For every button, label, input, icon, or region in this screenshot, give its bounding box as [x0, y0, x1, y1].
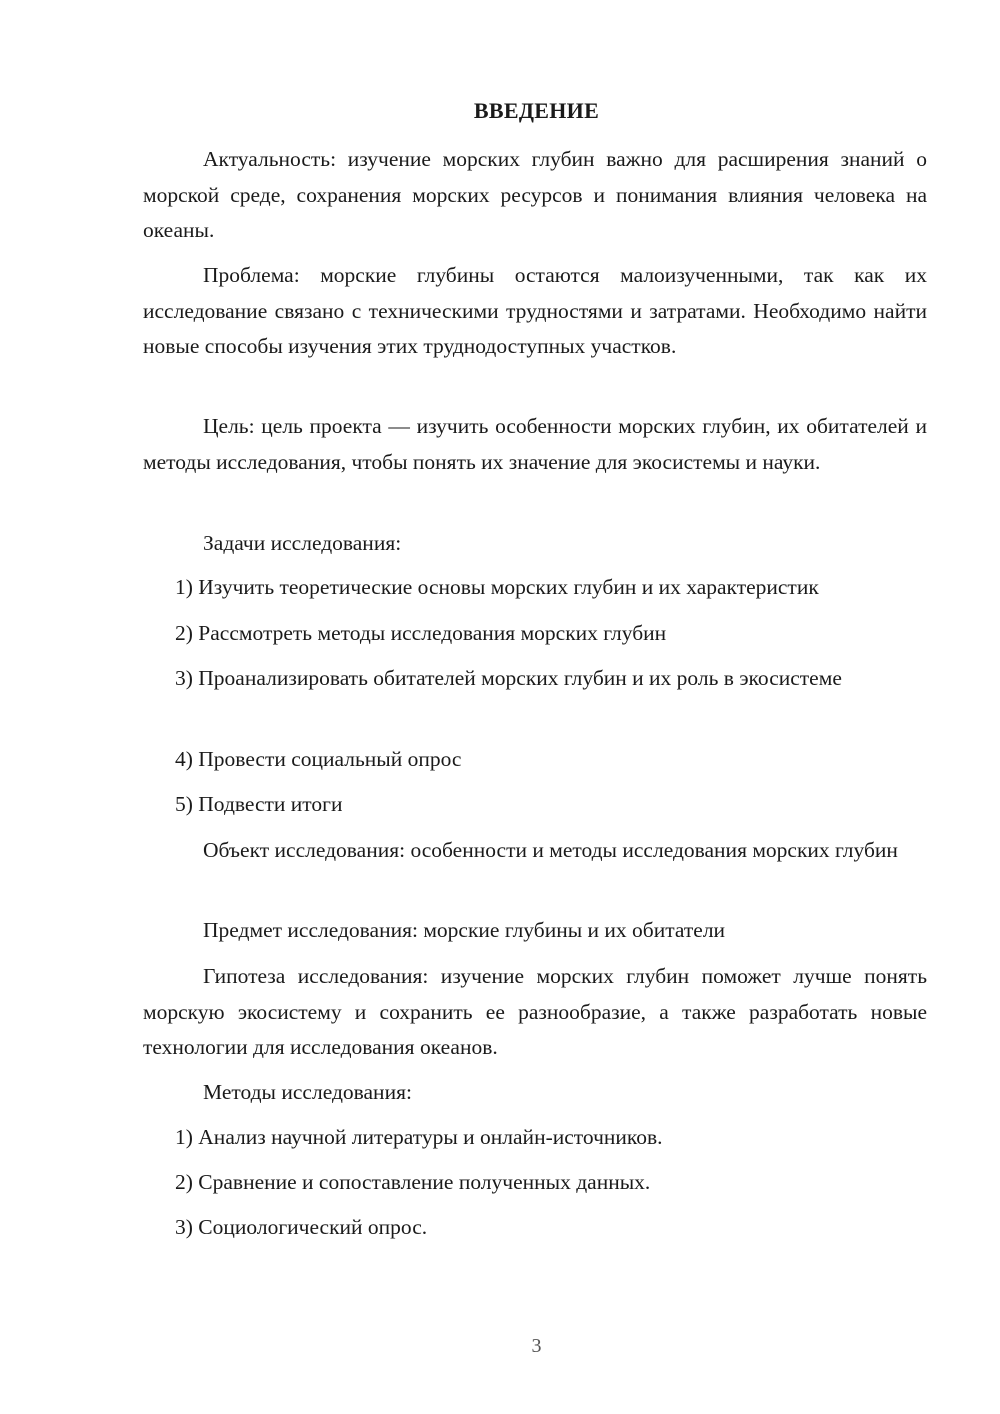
page-number: 3	[531, 1335, 542, 1357]
task-item-2: 2) Рассмотреть методы исследования морских глубин	[175, 621, 667, 645]
task-item-3: 3) Проанализировать обитателей морских глубин и их роль в экосистеме	[175, 666, 842, 690]
tasks-title: Задачи исследования:	[203, 531, 402, 555]
method-item-1: 1) Анализ научной литературы и онлайн-источников.	[175, 1125, 663, 1149]
method-item-3: 3) Социологический опрос.	[175, 1215, 428, 1239]
goal-paragraph: Цель: цель проекта — изучить особенности морских глубин, их обитателей и методы исследования, чтобы понять их значение для экосистемы и науки.	[143, 414, 927, 474]
method-item-2: 2) Сравнение и сопоставление полученных данных.	[175, 1170, 651, 1194]
object-paragraph: Объект исследования: особенности и методы исследования морских глубин	[203, 838, 898, 862]
task-item-4: 4) Провести социальный опрос	[175, 747, 462, 771]
subject-paragraph: Предмет исследования: морские глубины и их обитатели	[203, 918, 726, 942]
problem-paragraph: Проблема: морские глубины остаются малоизученными, так как их исследование связано с техническими трудностями и затратами. Необходимо найти новые способы изучения этих труднодоступных участков.	[143, 263, 927, 358]
task-item-5: 5) Подвести итоги	[175, 792, 343, 816]
task-item-1: 1) Изучить теоретические основы морских глубин и их характеристик	[175, 575, 819, 599]
section-heading: ВВЕДЕНИЕ	[473, 98, 600, 123]
relevance-paragraph: Актуальность: изучение морских глубин важно для расширения знаний о морской среде, сохранения морских ресурсов и понимания влияния человека на океаны.	[143, 147, 927, 242]
methods-title: Методы исследования:	[203, 1080, 412, 1104]
hypothesis-paragraph: Гипотеза исследования: изучение морских глубин поможет лучше понять морскую экосистему и сохранить ее разнообразие, а также разработать новые технологии для исследования океанов.	[143, 964, 927, 1059]
